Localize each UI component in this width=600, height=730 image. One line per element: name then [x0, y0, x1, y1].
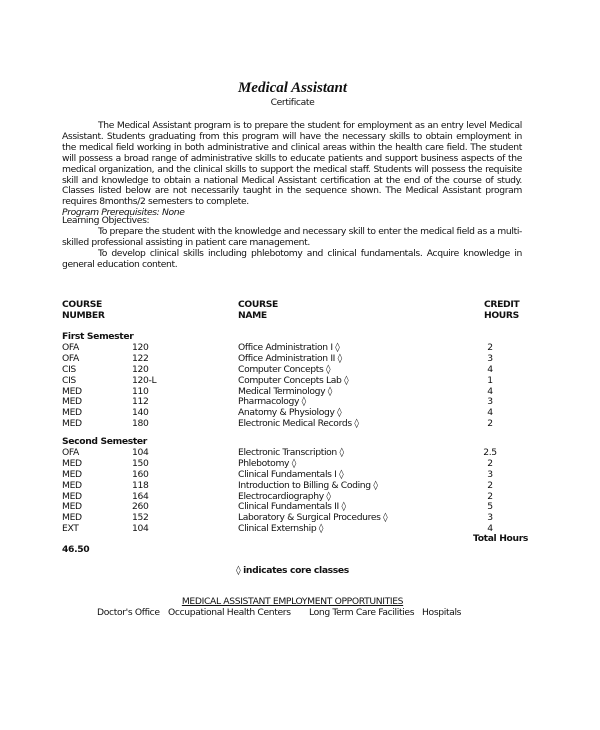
course-prefix: MED [62, 501, 82, 513]
credit-hours: 4 [487, 385, 493, 397]
employment-item: Occupational Health Centers [168, 607, 291, 618]
course-prefix: CIS [62, 374, 76, 386]
course-name: Office Administration I ◊ [238, 341, 340, 353]
document-title: Medical Assistant [237, 80, 348, 96]
credit-hours: 4 [487, 363, 493, 375]
course-number: 120 [132, 363, 149, 375]
course-name: Electronic Medical Records ◊ [238, 418, 359, 430]
credit-hours: 2.5 [483, 446, 497, 458]
credit-hours: 2 [487, 479, 493, 491]
course-number: 140 [132, 407, 149, 419]
objectives-heading: Learning Objectives: [62, 215, 150, 226]
total-hours-label: Total Hours [473, 533, 528, 544]
course-prefix: CIS [62, 363, 76, 375]
credit-hours: 3 [487, 468, 493, 480]
header-text: COURSE [62, 299, 102, 310]
course-prefix: MED [62, 418, 82, 430]
course-number: 104 [132, 523, 149, 535]
learning-objectives [62, 216, 522, 271]
course-prefix: OFA [62, 352, 79, 364]
course-row [0, 512, 600, 523]
course-row [0, 342, 600, 353]
course-name: Office Administration II ◊ [238, 352, 342, 364]
credit-hours: 2 [487, 457, 493, 469]
course-prefix: MED [62, 490, 82, 502]
course-row [0, 458, 600, 469]
header-text: CREDIT [484, 299, 520, 310]
course-row [0, 447, 600, 458]
course-number: 160 [132, 468, 149, 480]
course-row [0, 386, 600, 397]
course-name: Electrocardiography ◊ [238, 490, 331, 502]
course-number: 152 [132, 512, 149, 524]
credit-hours: 3 [487, 352, 493, 364]
course-prefix: MED [62, 385, 82, 397]
course-prefix: MED [62, 512, 82, 524]
course-name: Pharmacology ◊ [238, 396, 306, 408]
intro-paragraph: The Medical Assistant program is to prepare the student for employment as an entry level Medical Assistant. Students graduating from this program will have the necessary skills to obtain employment in the medical field working in both administrative and clinical areas within the health care field. The student will possess a broad range of administrative skills to educate patients and support business aspects of the medical organization, and the clinical skills to support the medical staff. Students will possess the requisite skill and knowledge to obtain a national Medical Assistant certification at the end of the course of study. Classes listed below are not necessarily taught in the sequence shown. The Medical Assistant program requires 8months/2 semesters to complete. [62, 120, 522, 208]
credit-hours: 3 [487, 512, 493, 524]
course-name: Computer Concepts Lab ◊ [238, 374, 349, 386]
employment-heading: MEDICAL ASSISTANT EMPLOYMENT OPPORTUNITIES [181, 596, 404, 607]
semester-heading [0, 331, 600, 342]
course-row [0, 501, 600, 512]
course-name: Medical Terminology ◊ [238, 385, 332, 397]
course-number: 110 [132, 385, 149, 397]
course-row [0, 396, 600, 407]
course-name: Clinical Fundamentals I ◊ [238, 468, 344, 480]
course-name: Electronic Transcription ◊ [238, 446, 344, 458]
semester-heading [0, 436, 600, 447]
employment-item: Hospitals [422, 607, 462, 618]
course-name: Clinical Externship ◊ [238, 523, 324, 535]
course-number: 112 [132, 396, 149, 408]
core-classes-legend: ◊ indicates core classes [236, 565, 349, 576]
header-course-number [62, 299, 105, 321]
total-hours-value: 46.50 [62, 544, 90, 555]
credit-hours: 2 [487, 341, 493, 353]
course-row [0, 375, 600, 386]
header-text: COURSE [238, 299, 278, 310]
course-name: Clinical Fundamentals II ◊ [238, 501, 346, 513]
credit-hours: 2 [487, 418, 493, 430]
course-row [0, 353, 600, 364]
course-row [0, 491, 600, 502]
objective-item: To prepare the student with the knowledge and necessary skill to enter the medical field as a multi-skilled professional assisting in patient care management. [62, 225, 522, 248]
course-row [0, 469, 600, 480]
intro-section [62, 121, 522, 219]
course-prefix: OFA [62, 341, 79, 353]
course-prefix: MED [62, 396, 82, 408]
course-name: Anatomy & Physiology ◊ [238, 407, 342, 419]
course-number: 164 [132, 490, 149, 502]
course-row [0, 418, 600, 429]
course-number: 180 [132, 418, 149, 430]
course-prefix: MED [62, 479, 82, 491]
credit-hours: 4 [487, 523, 493, 535]
credit-hours: 1 [487, 374, 493, 386]
header-text: NAME [238, 310, 267, 321]
course-number: 122 [132, 352, 149, 364]
credit-hours: 5 [487, 501, 493, 513]
credit-hours: 2 [487, 490, 493, 502]
semester-label: First Semester [62, 331, 134, 342]
header-text: HOURS [484, 310, 519, 321]
prerequisites: Program Prerequisites: None [62, 207, 185, 219]
course-number: 260 [132, 501, 149, 513]
header-credit-hours [484, 299, 519, 321]
course-name: Computer Concepts ◊ [238, 363, 331, 375]
course-number: 104 [132, 446, 149, 458]
course-number: 118 [132, 479, 149, 491]
course-row [0, 480, 600, 491]
course-prefix: MED [62, 468, 82, 480]
document-subtitle: Certificate [270, 97, 315, 108]
course-prefix: EXT [62, 523, 79, 535]
course-number: 120-L [132, 374, 157, 386]
course-name: Laboratory & Surgical Procedures ◊ [238, 512, 388, 524]
objective-item: To develop clinical skills including phlebotomy and clinical fundamentals. Acquire knowledge in general education content. [62, 247, 522, 270]
credit-hours: 4 [487, 407, 493, 419]
course-number: 120 [132, 341, 149, 353]
employment-item: Doctor's Office [97, 607, 160, 618]
course-prefix: MED [62, 407, 82, 419]
course-name: Phlebotomy ◊ [238, 457, 296, 469]
course-prefix: OFA [62, 446, 79, 458]
header-course-name [238, 299, 278, 321]
course-prefix: MED [62, 457, 82, 469]
semester-label: Second Semester [62, 436, 147, 447]
course-row [0, 407, 600, 418]
course-number: 150 [132, 457, 149, 469]
course-name: Introduction to Billing & Coding ◊ [238, 479, 378, 491]
employment-item: Long Term Care Facilities [309, 607, 415, 618]
credit-hours: 3 [487, 396, 493, 408]
course-row [0, 364, 600, 375]
header-text: NUMBER [62, 310, 105, 321]
